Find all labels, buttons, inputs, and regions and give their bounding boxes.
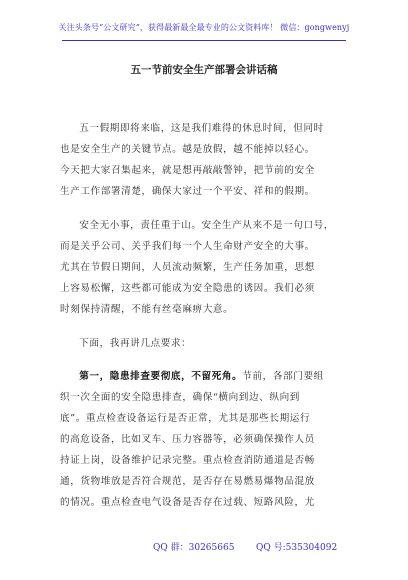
paragraph-text: 安全无小事，责任重于山。安全生产从来不是一句口号， 而是关乎公司、关乎我们每一个人生命财产安全的大事。 尤其在节假日期间，人员流动频繁，生产任务加重，思想 上容易松懈，这些都可能成为安全隐患的诱因。我们必须 时刻保持清醒，不能有丝毫麻痹大意。: [60, 220, 335, 315]
paragraph-safety: [60, 215, 348, 320]
paragraph-text: 五一假期即将来临，这是我们难得的休息时间，但同时 也是安全生产的关键节点。越是放假，越不能掉以轻心。 今天把大家召集起来，就是想再敲敲警钟，把节前的安全 生产工作部署清楚，确保大家过一个平安、祥和的假期。: [60, 123, 324, 197]
document-title: 五一节前安全生产部署会讲话稿: [130, 64, 278, 76]
document-body: [60, 118, 348, 526]
paragraph-requirements: [60, 333, 348, 354]
header-banner: 关注头条号“公文研究”，获得最新最全最专业的公文资料库！ 微信：gongwenyj: [58, 23, 350, 32]
paragraph-intro: [60, 118, 348, 202]
footer-qq-group: QQ 群：30265665: [153, 543, 235, 553]
header-divider: [62, 40, 346, 41]
paragraph-text: 节前，各部门要组 织一次全面的安全隐患排查，确保“横向到边、纵向到 底”。重点检查设备运行是否正常，尤其是那些长期运行 的高危设备，比如叉车、压力容器等，必须确保操作人员 持证上岗，设备维护记录完整。重点检查消防通道是否畅 通，货物堆放是否符合规范，是否存在易燃易爆物品混放 的情况。重点检查电气设备是否存在过载、短路风险，尤: [60, 371, 324, 508]
paragraph-text: 下面，我再讲几点要求：: [79, 338, 192, 349]
paragraph-lead: 第一，隐患排查要彻底，不留死角。: [79, 371, 243, 382]
paragraph-point-one: [60, 366, 348, 513]
footer-qq-number: QQ 号:535304092: [256, 543, 338, 553]
